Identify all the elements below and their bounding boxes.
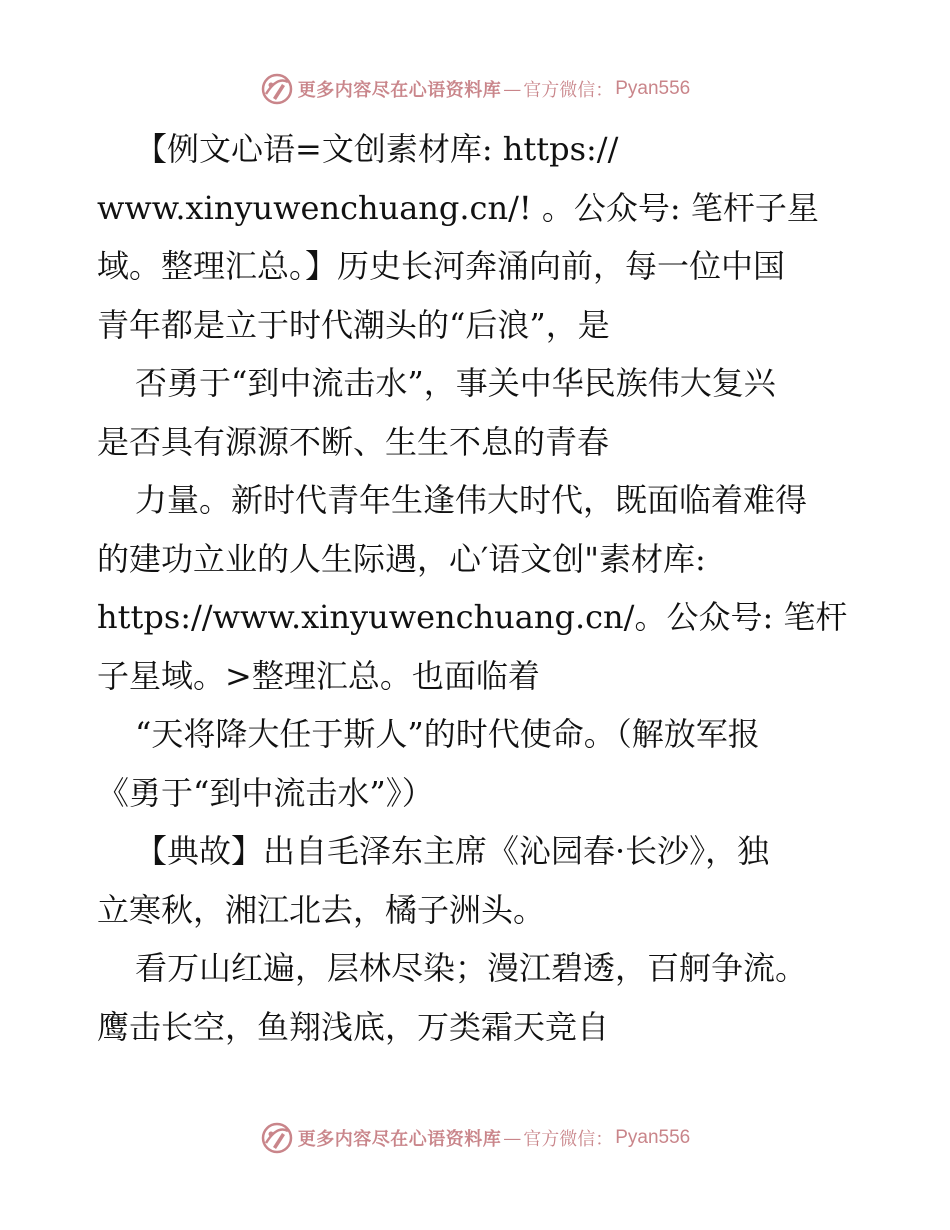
- brand-logo-icon: [260, 1121, 294, 1155]
- header-wechat-id: Pyan556: [615, 78, 691, 99]
- text-line: 否勇于“到中流击水”，事关中华民族伟大复兴: [135, 364, 776, 402]
- brand-logo-icon: [260, 72, 294, 106]
- text-line: 域。整理汇总。】历史长河奔涌向前，每一位中国: [97, 247, 786, 285]
- text-line: 力量。新时代青年生逢伟大时代，既面临着难得: [135, 481, 808, 519]
- text-line: 子星域。>整理汇总。也面临着: [97, 656, 540, 695]
- text-line: “天将降大任于斯人”的时代使命。（解放军报: [135, 715, 760, 753]
- text-line: 看万山红遍，层林尽染；漫江碧透，百舸争流。: [135, 949, 808, 987]
- text-line: 是否具有源源不断、生生不息的青春: [97, 422, 610, 461]
- text-line: 【典故】出自毛泽东主席《沁园春·长沙》，独: [135, 832, 770, 870]
- text-line: 鹰击长空，鱼翔浅底，万类霜天竞自: [97, 1007, 610, 1046]
- footer-banner: [0, 1121, 950, 1155]
- text-line: 的建功立业的人生际遇，心′语文创"素材库:: [97, 539, 706, 578]
- footer-dash: —: [503, 1127, 522, 1149]
- text-line: https://www.xinyuwenchuang.cn/。公众号: 笔杆: [97, 598, 848, 636]
- footer-site-text: 更多内容尽在心语资料库: [297, 1129, 502, 1150]
- text-line: www.xinyuwenchuang.cn/! 。公众号: 笔杆子星: [97, 188, 819, 227]
- text-line: 【例文心语=文创素材库: https://: [135, 130, 619, 168]
- header-banner: [0, 72, 950, 106]
- text-line: 青年都是立于时代潮头的“后浪”，是: [97, 305, 610, 344]
- footer-wechat-label: 官方微信：: [523, 1129, 614, 1150]
- header-site-text: 更多内容尽在心语资料库: [297, 80, 502, 101]
- header-wechat-label: 官方微信：: [523, 80, 614, 101]
- footer-wechat-id: Pyan556: [615, 1127, 691, 1148]
- header-dash: —: [503, 78, 522, 100]
- document-body: [97, 120, 857, 1056]
- text-line: 立寒秋，湘江北去，橘子洲头。: [97, 890, 546, 929]
- text-line: 《勇于“到中流击水”》）: [97, 773, 434, 812]
